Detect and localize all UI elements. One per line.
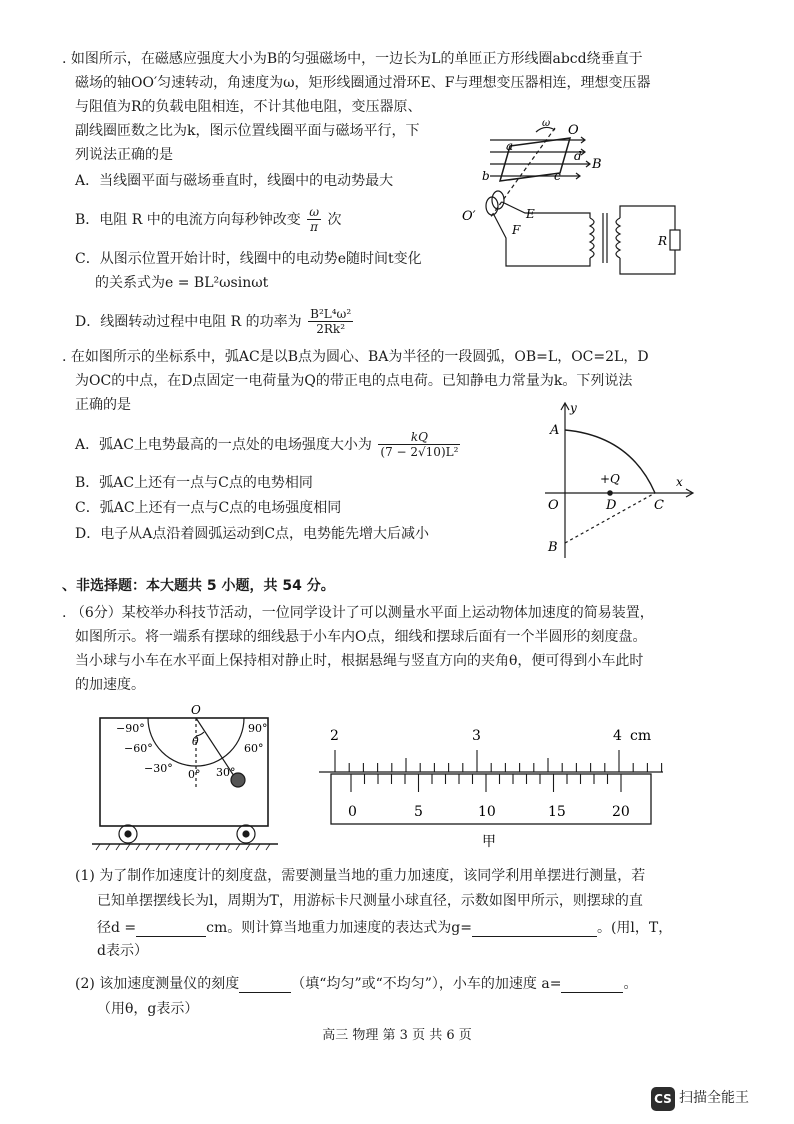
q3-stem-line4: 的加速度。 — [75, 677, 145, 693]
q1-option-b — [75, 205, 341, 235]
q1-fig-e: E — [526, 207, 535, 221]
q1-fig-c: c — [554, 169, 561, 183]
q3-stem-line2: 如图所示。将一端系有摆球的细线悬于小车内O点，细线和摆球后面有一个半圆形的刻度盘。 — [75, 629, 647, 645]
q1-stem-line4: 副线圈匝数之比为k，图示位置线圈平面与磁场平行，下 — [75, 123, 420, 139]
q3-caliper-caption: 甲 — [482, 834, 496, 850]
q2-option-b: B．弧AC上还有一点与C点的电势相同 — [75, 475, 313, 491]
page-footer: 高三 物理 第 3 页 共 6 页 — [322, 1028, 472, 1043]
q1-fig-d: d — [574, 149, 582, 163]
q1-fig-f: F — [512, 223, 521, 237]
q2-fig-q: +Q — [600, 472, 620, 486]
q1-fig-r: R — [658, 234, 668, 248]
q3-cart-labels — [88, 700, 328, 860]
q3-cart-plus90: 90° — [248, 722, 268, 735]
q3-cart-plus60: 60° — [244, 742, 264, 755]
q3-caliper-labels — [315, 722, 675, 857]
q1-fig-omega: ω — [542, 118, 551, 129]
q3-caliper-main-2: 2 — [330, 728, 339, 744]
q1-b-denominator: π — [310, 220, 319, 235]
q1-fig-o: O — [568, 123, 579, 138]
q2-a-numerator: kQ — [378, 430, 460, 445]
q1-fig-a: a — [506, 139, 514, 153]
q2-option-a-text: A．弧AC上电势最高的一点处的电场强度大小为 — [75, 436, 372, 453]
q1-option-c-line1: C．从图示位置开始计时，线圈中的电动势e随时间t变化 — [75, 251, 422, 267]
q1-option-b-fraction — [307, 205, 321, 235]
q2-fig-c: C — [654, 498, 664, 513]
q3-part2-accel-label: （填“均匀”或“不均匀”），小车的加速度 a= — [291, 976, 562, 992]
q1-d-denominator: 2Rk² — [316, 322, 346, 337]
q3-answer-blank-uniformity[interactable] — [239, 974, 291, 993]
q1-fig-o-prime: O′ — [462, 209, 476, 224]
q3-part2-end: 。 — [623, 976, 638, 992]
q3-part2-line2: （用θ，g表示） — [97, 1001, 199, 1017]
q2-figure-labels — [530, 398, 700, 563]
q1-option-a: A．当线圈平面与磁场垂直时，线圈中的电动势最大 — [75, 173, 394, 189]
q3-caliper-vernier-5: 5 — [414, 804, 423, 820]
q3-caliper-main-3: 3 — [472, 728, 481, 744]
q1-b-numerator: ω — [309, 205, 319, 219]
q3-answer-blank-acceleration[interactable] — [561, 974, 623, 993]
q2-a-denominator: (7 − 2√10)L² — [380, 445, 459, 460]
section-heading-non-choice: 、非选择题：本大题共 5 小题，共 54 分。 — [62, 578, 335, 594]
q2-fig-x: x — [676, 475, 683, 489]
q1-fig-b-field: B — [592, 157, 602, 172]
q2-option-c: C．弧AC上还有一点与C点的电场强度相同 — [75, 500, 342, 516]
q1-d-numerator: B²L⁴ω² — [310, 307, 352, 321]
q3-cart-minus30: −30° — [144, 762, 173, 775]
q2-option-a-fraction — [378, 430, 460, 460]
q3-part1-hint: 。(用l，T， — [596, 920, 673, 936]
q3-caliper-vernier-0: 0 — [348, 804, 357, 820]
q3-part1-line4: d表示） — [97, 943, 148, 959]
q3-caliper-main-4: 4 — [613, 728, 622, 744]
q1-option-d-fraction — [308, 307, 353, 337]
q3-part2-line1 — [75, 974, 637, 993]
q2-fig-a: A — [550, 423, 560, 438]
q3-cart-minus60: −60° — [124, 742, 153, 755]
q3-answer-blank-g[interactable] — [472, 918, 597, 937]
q1-option-d-text: D．线圈转动过程中电阻 R 的功率为 — [75, 313, 302, 330]
q3-cart-plus30: 30° — [216, 766, 236, 779]
q2-option-d: D．电子从A点沿着圆弧运动到C点，电势能先增大后减小 — [75, 526, 430, 542]
q3-caliper-unit: cm — [630, 728, 652, 744]
q1-option-d — [75, 307, 355, 337]
q3-part1-line3 — [97, 918, 672, 937]
q3-cart-minus90: −90° — [116, 722, 145, 735]
q1-option-b-text: B．电阻 R 中的电流方向每秒钟改变 — [75, 211, 301, 228]
q1-stem-line1: . 如图所示，在磁感应强度大小为B的匀强磁场中，一边长为L的单匝正方形线圈abcd绕垂直于 — [62, 51, 643, 67]
q1-figure-labels — [450, 118, 700, 278]
q3-part1-line2: 已知单摆摆线长为l，周期为T，用游标卡尺测量小球直径，示数如图甲所示，则摆球的直 — [97, 893, 643, 909]
q1-stem-line3: 与阻值为R的负载电阻相连，不计其他电阻，变压器原、 — [75, 99, 422, 115]
q2-fig-d: D — [606, 498, 617, 513]
q3-caliper-vernier-20: 20 — [612, 804, 630, 820]
q3-caliper-vernier-10: 10 — [478, 804, 496, 820]
q2-fig-y: y — [570, 401, 577, 415]
camscanner-name: 扫描全能王 — [679, 1090, 749, 1106]
q2-option-a — [75, 430, 462, 460]
q2-stem-line3: 正确的是 — [75, 397, 131, 413]
q3-part1-diameter-label: 径d = — [97, 920, 137, 936]
q3-cart-theta: θ — [192, 735, 199, 748]
q2-fig-b: B — [548, 540, 558, 555]
q3-part2-scale-label: (2) 该加速度测量仪的刻度 — [75, 976, 240, 992]
q1-stem-line2: 磁场的轴OO′匀速转动，角速度为ω，矩形线圈通过滑环E、F与理想变压器相连，理想变压器 — [75, 75, 651, 91]
q3-answer-blank-diameter[interactable] — [136, 918, 206, 937]
q3-part1-line1: (1) 为了制作加速度计的刻度盘，需要测量当地的重力加速度，该同学利用单摆进行测量，若 — [75, 868, 646, 884]
q3-part1-g-label: cm。则计算当地重力加速度的表达式为g= — [206, 920, 472, 936]
q1-fig-b: b — [482, 169, 490, 183]
q1-option-b-tail: 次 — [327, 211, 342, 228]
q2-stem-line1: . 在如图所示的坐标系中，弧AC是以B点为圆心、BA为半径的一段圆弧，OB=L，OC=2L，D — [62, 349, 649, 365]
q3-stem-line1: . （6分）某校举办科技节活动，一位同学设计了可以测量水平面上运动物体加速度的简易装置， — [62, 605, 654, 621]
camscanner-logo: CS — [651, 1087, 675, 1111]
q3-stem-line3: 当小球与小车在水平面上保持相对静止时，根据悬绳与竖直方向的夹角θ，便可得到小车此时 — [75, 653, 644, 669]
q3-cart-zero: 0° — [188, 768, 201, 781]
q2-stem-line2: 为OC的中点，在D点固定一电荷量为Q的带正电的点电荷。已知静电力常量为k。下列说法 — [75, 373, 633, 389]
q3-cart-o: O — [191, 703, 201, 717]
q1-stem-line5: 列说法正确的是 — [75, 147, 173, 163]
q2-fig-o: O — [548, 498, 559, 513]
q1-option-c-line2: 的关系式为e = BL²ωsinωt — [95, 275, 269, 291]
q3-caliper-vernier-15: 15 — [548, 804, 566, 820]
